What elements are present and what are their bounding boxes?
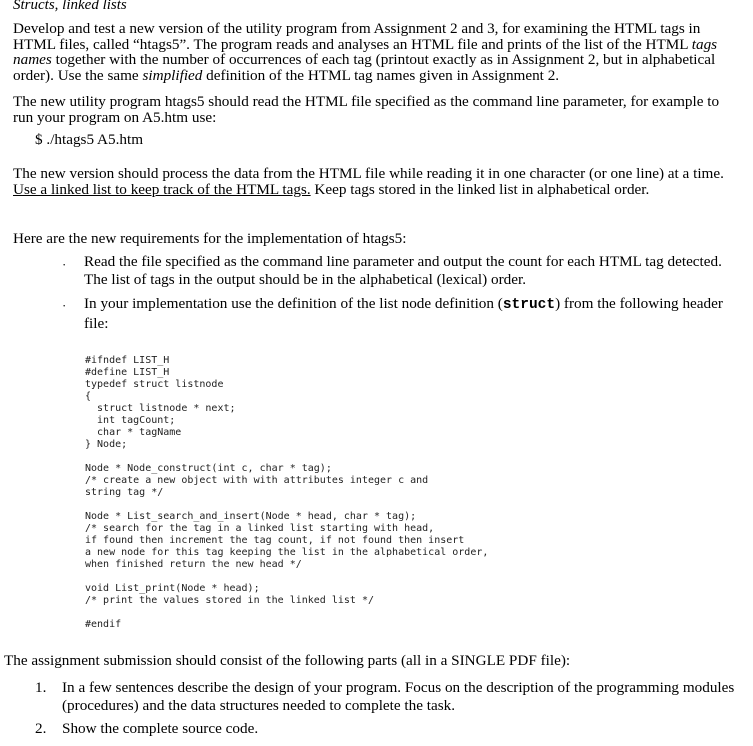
command-example: $ ./htags5 A5.htm: [35, 131, 144, 148]
intro-emphasis-simplified: simplified: [142, 66, 203, 84]
usage-paragraph: The new utility program htags5 should read the HTML file specified as the command line parameter, for example to run your program on A5.htm use:: [13, 93, 720, 126]
intro-emphasis-tag-names: tags names: [13, 35, 718, 68]
requirement-item-2-text-b: ) from the following header file:: [84, 295, 723, 332]
section-heading: Structs, linked lists: [13, 0, 127, 13]
intro-text-part-1: Develop and test a new version of the utility program from Assignment 2 and 3, for examining the HTML tags in HTML files, called “htags5”. The program reads and analyses an HTML file and prints of the list of the HTML: [13, 20, 701, 53]
list-item-text: Show the complete source code.: [62, 720, 259, 737]
intro-text-part-2: together with the number of occurrences of each tag (printout exactly as in Assignment 2, but in alphabetical order). Use the same: [13, 51, 716, 84]
submission-paragraph: The assignment submission should consist of the following parts (all in a SINGLE PDF file):: [4, 652, 571, 669]
intro-text-part-3: definition of the HTML tag names given in Assignment 2.: [202, 66, 560, 84]
list-item-text: In a few sentences describe the design of your program. Focus on the description of the programming modules (procedures) and the data structures needed to complete the task.: [62, 679, 735, 714]
linked-list-text-part-1: The new version should process the data from the HTML file while reading it in one character (or one line) at a time.: [13, 165, 724, 182]
requirements-intro: Here are the new requirements for the implementation of htags5:: [13, 230, 407, 247]
header-file-code-block: #ifndef LIST_H #define LIST_H typedef struct listnode { struct listnode * next; int tagCount; char * tagName } Node; Node * Node_construct(int c, char * tag); /* create a new object with with attributes integer c and string tag */ Node * List_search_and_insert(Node * head, char * tag); /* search for the tag in a linked list starting with head, if found then increment the tag count, if not found then insert a new node for this tag keeping the list in the alphabetical order, when finished return the new head */ void List_print(Node * head); /* print the values stored in the linked list */ #endif: [85, 355, 489, 630]
linked-list-paragraph: [13, 166, 743, 197]
intro-paragraph: [13, 21, 743, 83]
requirement-item-2: [84, 295, 724, 332]
requirement-item-1: Read the file specified as the command line parameter and output the count for each HTML tag detected. The list of tags in the output should be in the alphabetical (lexical) order.: [84, 253, 722, 288]
list-number: 2.: [35, 720, 47, 737]
struct-keyword: struct: [502, 297, 556, 313]
list-number: 1.: [35, 679, 47, 696]
bullet-marker-2: ·: [62, 298, 67, 313]
requirement-item-2-text-a: In your implementation use the definition of the list node definition (: [84, 295, 503, 312]
linked-list-text-part-2: Keep tags stored in the linked list in alphabetical order.: [310, 180, 650, 198]
bullet-marker-1: ·: [62, 257, 67, 272]
linked-list-underlined: Use a linked list to keep track of the HTML tags.: [13, 180, 311, 198]
